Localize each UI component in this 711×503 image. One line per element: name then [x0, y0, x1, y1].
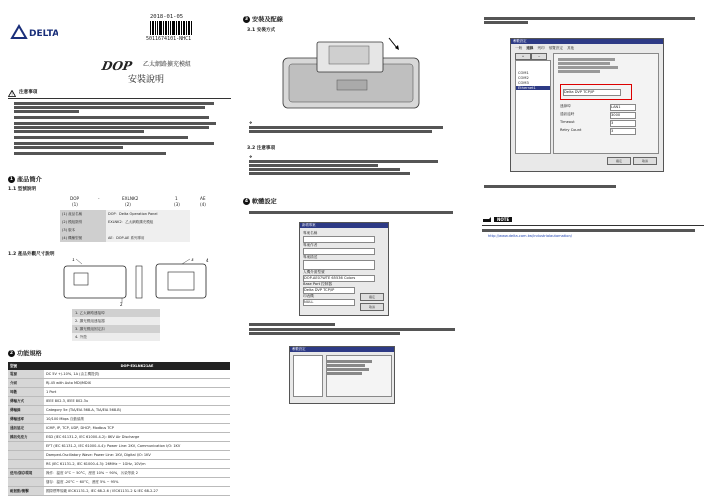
step-description-3 [484, 184, 704, 189]
field-label: Retry Count [560, 128, 582, 132]
delta-triangle-icon [10, 24, 58, 40]
warning-icon [8, 90, 16, 97]
spec-key [8, 478, 44, 487]
column-2 [237, 0, 474, 503]
spec-val: 國際標準規範 IEC61131-2, IEC 68-2-6 / IEC61131-2 & IEC 68-2-27 [44, 487, 230, 496]
doc-subtitle: 乙太網路擴充模組 [143, 61, 192, 68]
port-list[interactable] [515, 60, 551, 154]
controller-select[interactable]: Delta DVP TCP/IP [303, 287, 355, 294]
callout-label: 2 [120, 302, 123, 306]
model-key: (1) 產品名稱 [60, 210, 106, 218]
parts-list [72, 309, 160, 341]
spec-table [8, 362, 230, 496]
install-steps [249, 120, 464, 134]
installation-drawing [277, 36, 427, 114]
model-table [60, 210, 190, 242]
spec-key [8, 442, 44, 451]
tab-preview[interactable]: 預覽設定 [548, 46, 563, 50]
field-value[interactable]: 3000 [610, 112, 636, 119]
dialog-titlebar: 參數設定 [511, 39, 663, 44]
callout-label: 4 [206, 258, 209, 263]
spec-key: 雜訊免疫力 [8, 433, 44, 442]
caution-heading: 注意事項 [19, 90, 38, 96]
ok-button[interactable]: 確定 [360, 293, 384, 301]
part-item: 3. 擴充模組固定扣 [72, 325, 160, 333]
subsection-install-method: 3.1 安裝方式 [247, 28, 276, 33]
port-list[interactable] [293, 355, 323, 397]
spec-val: EFT (IEC 61131-2, IEC 61000-4-4): Power Line: 2KV, Communication I/O: 1KV [44, 442, 230, 451]
hmi-model-select[interactable]: DOP-AE07WTE 65536 Colors [303, 275, 375, 282]
callout-label: 3 [191, 258, 194, 262]
field-label: 專案名稱 [303, 231, 318, 235]
spec-val: Damped-Oscillatory Wave: Power Line: 1KV, Digital I/O: 1KV [44, 451, 230, 460]
field-label: Timeout [560, 120, 575, 124]
brand-text: DELTA [29, 29, 58, 39]
svg-text:!: ! [11, 92, 13, 97]
project-author-input[interactable] [303, 248, 375, 255]
tab-general[interactable]: 一般 [515, 46, 523, 50]
spec-key: 埠數 [8, 388, 44, 397]
field-value[interactable]: LAN1 [610, 104, 636, 111]
tab-connection[interactable]: 連線 [526, 46, 534, 50]
spec-key: 通訊協定 [8, 424, 44, 433]
note-text [482, 228, 704, 233]
dialog-titlebar: 新增專案 [300, 223, 388, 228]
field-label: 人機介面型號 [303, 270, 325, 274]
model-val: AE：DOP-AE 系列專用 [106, 234, 190, 242]
part-number: 5011674101-NHC1 [146, 36, 192, 42]
printer-select[interactable]: NULL [303, 299, 355, 306]
part-item: 4. 外殼 [72, 333, 160, 341]
field-label: 連線埠 [560, 104, 571, 108]
product-line-logo: DOP [100, 59, 134, 73]
model-part: EXLNK2 [122, 196, 139, 201]
software-step-1 [249, 210, 464, 215]
spec-key: 電源 [8, 370, 44, 379]
spec-key [8, 460, 44, 469]
bullet-icon: ❖ [249, 120, 253, 125]
spec-key: 傳輸線 [8, 406, 44, 415]
caution-text [8, 102, 231, 155]
spec-key: 傳輸方式 [8, 397, 44, 406]
list-item[interactable]: COM2 [518, 75, 529, 80]
step-description [484, 16, 704, 25]
callout-label: 1 [72, 258, 75, 262]
model-part: DOP [70, 196, 80, 201]
column-1 [0, 0, 237, 503]
section-number: 4 [244, 199, 249, 204]
subsection-model: 1.1 型號說明 [8, 186, 37, 192]
column-3 [474, 0, 711, 503]
software-step-2 [249, 322, 464, 336]
barcode [150, 21, 192, 35]
project-desc-input[interactable] [303, 260, 375, 270]
tab-other[interactable]: 其他 [566, 46, 575, 50]
note-link[interactable]: http://www.delta.com.tw/industrialautomation/ [488, 234, 572, 238]
spec-val: 操作：溫度 0°C ~ 50°C，溼度 10% ~ 90%，污染等級 2 [44, 469, 230, 478]
section-number: 2 [9, 351, 14, 356]
list-item[interactable]: COM3 [518, 80, 529, 85]
field-value[interactable]: 3 [610, 120, 636, 127]
spec-key: 介面 [8, 379, 44, 388]
doc-date: 2018-01-05 [150, 14, 184, 20]
doc-title: 安裝說明 [128, 75, 165, 85]
field-label: 專案描述 [303, 255, 318, 259]
spec-val: Category 5e (TIA/EIA 568-A, TIA/EIA 568-B) [44, 406, 230, 415]
section-software-heading [243, 198, 277, 207]
settings-panel [326, 355, 392, 397]
section-number: 1 [9, 177, 14, 182]
spec-val: 1 Port [44, 388, 230, 397]
spec-val: RJ-45 with Auto MDI/MDIX [44, 379, 230, 388]
section-product-intro [8, 176, 231, 193]
tab-print[interactable]: 列印 [537, 46, 545, 50]
spec-val: 10/100 Mbps 自動偵測 [44, 415, 230, 424]
field-label: 通訊逾時 [560, 112, 575, 116]
highlight-box [560, 84, 632, 100]
add-button[interactable]: + [515, 53, 531, 60]
spec-key: 耐振動/衝擊 [8, 487, 44, 496]
spec-val: 儲存：溫度 -20°C ~ 60°C，溼度 5% ~ 95% [44, 478, 230, 487]
controller-select[interactable]: Delta DVP TCP/IP [563, 89, 621, 96]
hand-pointer-icon [482, 216, 492, 223]
model-part: AE [200, 196, 206, 201]
field-value[interactable]: 3 [610, 128, 636, 135]
model-index: (3) [174, 202, 180, 207]
spec-val: ESD (IEC 61131-2, IEC 61000-4-2): 8KV Air Discharge [44, 433, 230, 442]
caution-section [8, 90, 231, 156]
model-key: (3) 版本 [60, 226, 106, 234]
model-val: DOP：Delta Operation Panel [106, 210, 190, 218]
dialog-tabs [515, 46, 574, 51]
spec-key: 傳輸速率 [8, 415, 44, 424]
part-item: 2. 擴充模組連接器 [72, 317, 160, 325]
model-val: EXLNK2：乙太網路擴充模組 [106, 218, 190, 226]
cancel-button[interactable]: 取消 [633, 157, 657, 165]
note-label: NOTE [494, 217, 512, 222]
field-label: 印表機 [303, 294, 314, 298]
model-part: - [98, 196, 100, 201]
subsection-notes: 3.2 注意事項 [247, 146, 276, 151]
model-index: (4) [200, 202, 206, 207]
model-val [106, 226, 190, 234]
spec-val: DC 5V +/-10%, 1A (由主機提供) [44, 370, 230, 379]
section-specs-heading [8, 350, 42, 359]
list-item[interactable]: COM1 [518, 71, 529, 75]
model-part: 1 [175, 196, 178, 201]
spec-key [8, 451, 44, 460]
parameter-dialog-small [289, 346, 395, 404]
model-key: (2) 模組類別 [60, 218, 106, 226]
section-title: 軟體設定 [252, 198, 277, 206]
note-divider [482, 225, 704, 226]
dialog-titlebar: 參數設定 [290, 347, 394, 352]
remove-button[interactable]: − [531, 53, 547, 60]
spec-header-val: DOP-EXLNK21AE [44, 362, 230, 370]
section-install-heading [243, 16, 283, 25]
section-number: 3 [244, 17, 249, 22]
field-label: Base Port 控制器 [303, 282, 332, 286]
note-badge [482, 216, 512, 223]
product-outline-drawing [52, 258, 212, 306]
ok-button[interactable]: 確定 [607, 157, 631, 165]
subsection-dimensions: 1.2 產品外觀尺寸說明 [8, 252, 55, 257]
section-title: 產品簡介 [17, 176, 42, 184]
spec-val: IEEE 802.3, IEEE 802.3u [44, 397, 230, 406]
model-index: (1) [72, 202, 78, 207]
settings-panel [553, 53, 659, 154]
list-item[interactable]: Ethernet1 [516, 86, 550, 91]
notes-steps [249, 154, 464, 176]
bullet-icon: ❖ [249, 154, 253, 159]
model-key: (4) 機種型號 [60, 234, 106, 242]
project-name-input[interactable] [303, 236, 375, 243]
spec-header-key: 型號 [8, 362, 44, 370]
spec-val: RS (IEC 61131-2, IEC 61000-4-3): 26MHz ~ 1GHz, 10V/m [44, 460, 230, 469]
delta-logo [10, 24, 58, 41]
part-item: 1. 乙太網路連接埠 [72, 309, 160, 317]
cancel-button[interactable]: 取消 [360, 303, 384, 311]
new-project-dialog [299, 222, 389, 316]
model-index: (2) [125, 202, 131, 207]
spec-key: 使用/儲存環境 [8, 469, 44, 478]
section-title: 安裝及配線 [252, 16, 283, 24]
parameter-dialog [510, 38, 664, 172]
section-title: 功能規格 [17, 350, 42, 358]
field-label: 專案作者 [303, 243, 318, 247]
spec-val: ICMP, IP, TCP, UDP, DHCP, Modbus TCP [44, 424, 230, 433]
